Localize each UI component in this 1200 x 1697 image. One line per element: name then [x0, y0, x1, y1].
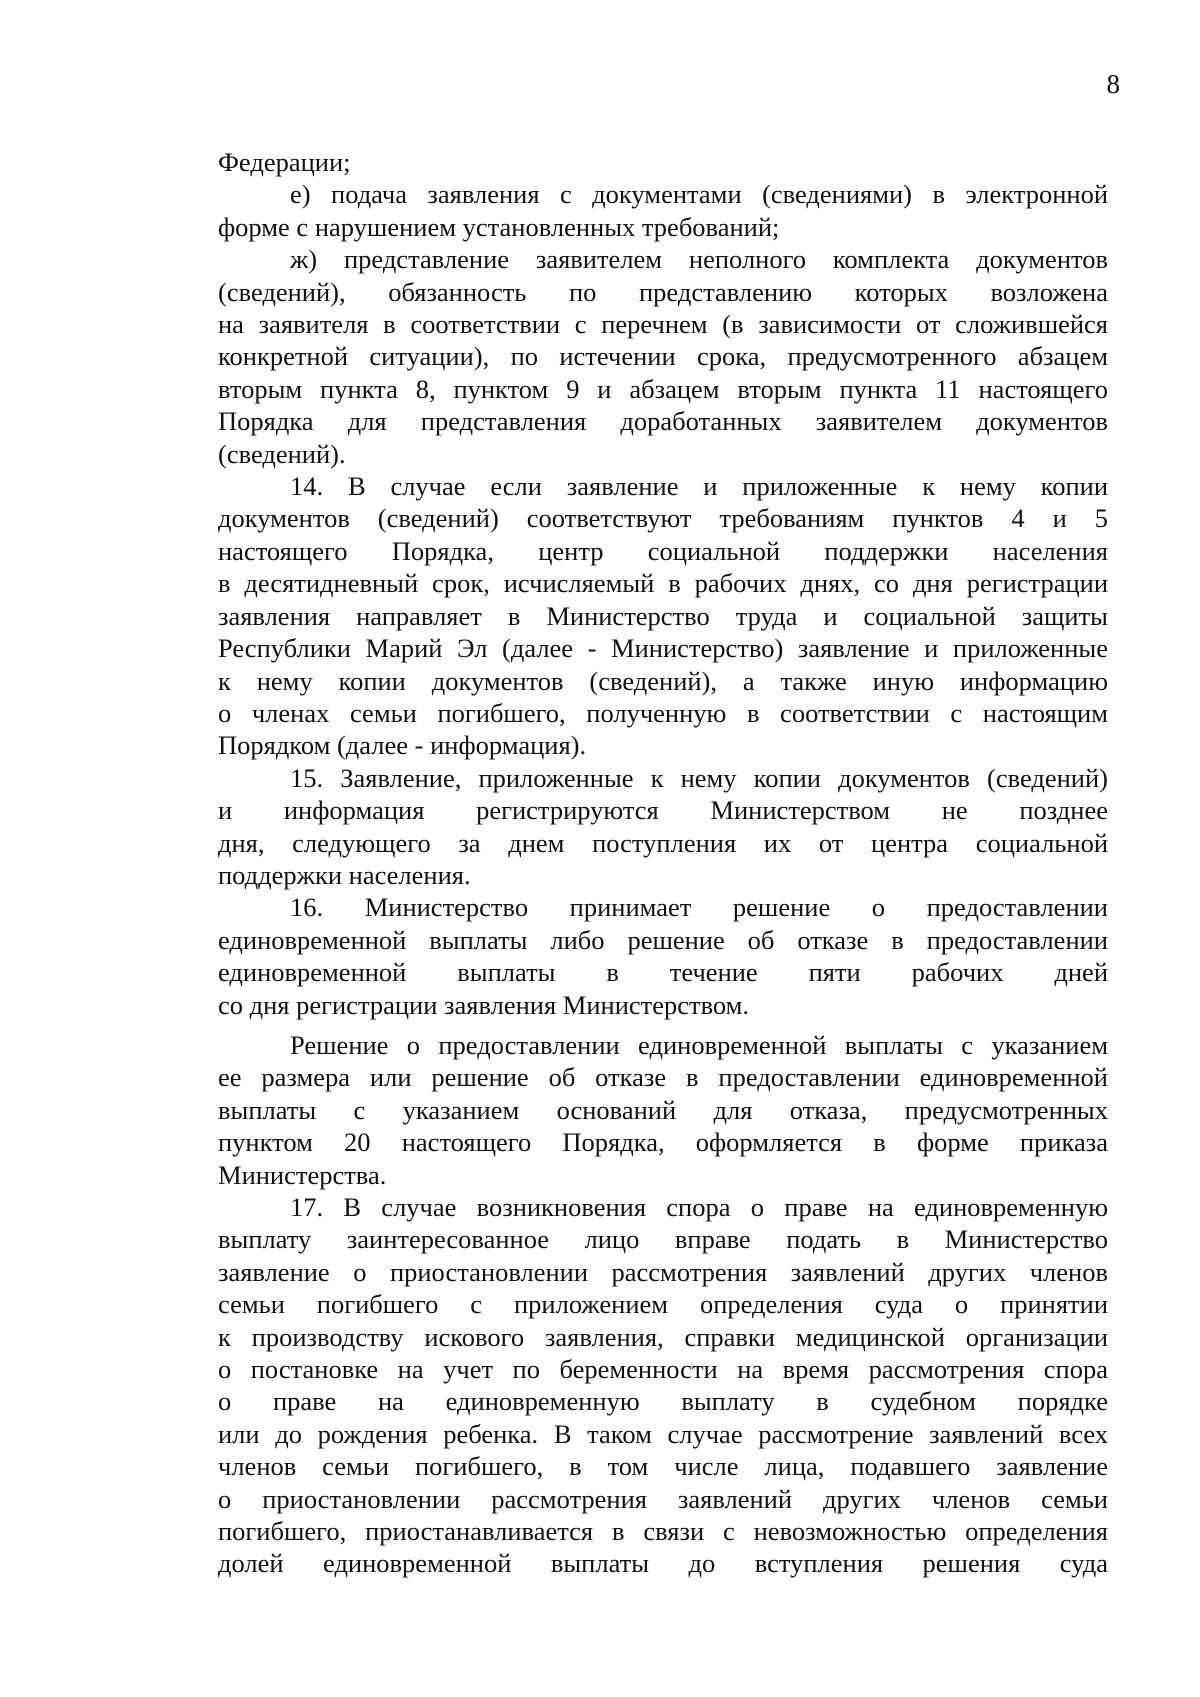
text-line: ее размера или решение об отказе в предоставлении единовременной	[218, 1062, 1108, 1093]
text-line: единовременной выплаты в течение пяти рабочих дней	[218, 957, 1108, 988]
text-line: выплаты с указанием оснований для отказа, предусмотренных	[218, 1094, 1108, 1125]
text-line: дня, следующего за днем поступления их от центра социальной	[218, 827, 1108, 858]
text-line: долей единовременной выплаты до вступления решения суда	[218, 1548, 1108, 1579]
text-line: е) подача заявления с документами (сведениями) в электронной	[290, 179, 1108, 210]
paragraph	[218, 891, 1108, 1021]
text-line: (сведений).	[218, 438, 346, 469]
text-line: 17. В случае возникновения спора о праве на единовременную	[290, 1192, 1108, 1222]
text-line: Решение о предоставлении единовременной выплаты с указанием	[290, 1029, 1108, 1060]
text-line: о членах семьи погибшего, полученную в соответствии с настоящим	[218, 697, 1108, 728]
page-number: 8	[1106, 69, 1120, 99]
paragraph	[218, 470, 1108, 762]
text-line: о приостановлении рассмотрения заявлений других членов семьи	[218, 1483, 1108, 1514]
text-line: о праве на единовременную выплату в судебном порядке	[218, 1386, 1108, 1417]
text-line: форме с нарушением установленных требований;	[218, 211, 780, 242]
paragraph	[218, 146, 1108, 178]
text-line: ж) представление заявителем неполного комплекта документов	[290, 244, 1108, 275]
text-line: членов семьи погибшего, в том числе лица, подавшего заявление	[218, 1451, 1108, 1482]
text-line: выплату заинтересованное лицо вправе подать в Министерство	[218, 1224, 1108, 1255]
text-line: 16. Министерство принимает решение о предоставлении	[290, 892, 1108, 923]
text-line: на заявителя в соответствии с перечнем (в зависимости от сложившейся	[218, 309, 1108, 340]
text-line: Порядком (далее - информация).	[218, 730, 587, 761]
text-line: со дня регистрации заявления Министерством.	[218, 989, 750, 1020]
text-line: к производству искового заявления, справки медицинской организации	[218, 1321, 1108, 1352]
text-line: о постановке на учет по беременности на время рассмотрения спора	[218, 1354, 1108, 1385]
text-line: Порядка для представления доработанных заявителем документов	[218, 406, 1108, 437]
document-body	[218, 146, 1108, 1580]
text-line: поддержки населения.	[218, 859, 471, 890]
text-line: 15. Заявление, приложенные к нему копии документов (сведений)	[290, 762, 1108, 793]
text-line: Федерации;	[218, 147, 351, 177]
text-line: конкретной ситуации), по истечении срока, предусмотренного абзацем	[218, 341, 1108, 372]
text-line: настоящего Порядка, центр социальной поддержки населения	[218, 535, 1108, 566]
text-line: заявления направляет в Министерство труда и социальной защиты	[218, 600, 1108, 631]
text-line: единовременной выплаты либо решение об отказе в предоставлении	[218, 924, 1108, 955]
text-line: пунктом 20 настоящего Порядка, оформляется в форме приказа	[218, 1127, 1108, 1158]
paragraph	[218, 1029, 1108, 1191]
text-line: (сведений), обязанность по представлению которых возложена	[218, 276, 1108, 307]
text-line: Республики Марий Эл (далее - Министерство) заявление и приложенные	[218, 633, 1108, 664]
text-line: к нему копии документов (сведений), а также иную информацию	[218, 665, 1108, 696]
paragraph	[218, 762, 1108, 892]
paragraph	[218, 1191, 1108, 1580]
paragraph	[218, 243, 1108, 470]
paragraph	[218, 178, 1108, 243]
text-line: или до рождения ребенка. В таком случае рассмотрение заявлений всех	[218, 1418, 1108, 1449]
text-line: и информация регистрируются Министерством не позднее	[218, 795, 1108, 826]
text-line: документов (сведений) соответствуют требованиям пунктов 4 и 5	[218, 503, 1108, 534]
text-line: погибшего, приостанавливается в связи с невозможностью определения	[218, 1516, 1108, 1547]
text-line: 14. В случае если заявление и приложенные к нему копии	[290, 471, 1108, 502]
text-line: семьи погибшего с приложением определения суда о принятии	[218, 1289, 1108, 1320]
text-line: в десятидневный срок, исчисляемый в рабочих днях, со дня регистрации	[218, 568, 1108, 599]
text-line: Министерства.	[218, 1159, 387, 1190]
text-line: вторым пункта 8, пунктом 9 и абзацем вторым пункта 11 настоящего	[218, 373, 1108, 404]
text-line: заявление о приостановлении рассмотрения заявлений других членов	[218, 1256, 1108, 1287]
